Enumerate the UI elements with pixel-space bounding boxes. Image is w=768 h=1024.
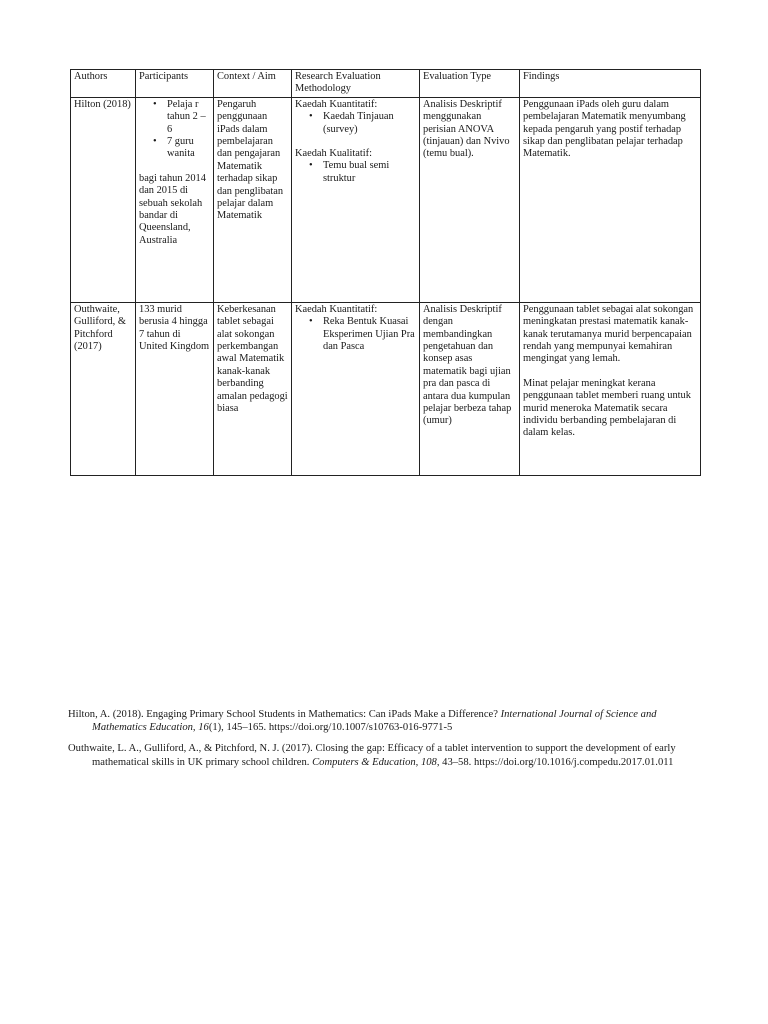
reference-hilton [68,708,708,734]
cell-evaluation-type: Analisis Deskriptif dengan membandingkan pengetahuan dan konsep asas matematik bagi ujian pra dan pasca di antara dua kumpulan pelajar berbeza tahap (umur) [420,302,520,475]
reference-text: Outhwaite, L. A., Gulliford, A., & Pitchford, N. J. (2017). Closing the gap: Efficacy of a tablet intervention to support the development of early mathematical skills in UK primary school children. [68,743,676,768]
list-item: • Reka Bentuk Kuasai Eksperimen Ujian Pra dan Pasca [323,316,416,353]
method-list [295,111,416,136]
reference-tail: , 43–58. https://doi.org/10.1016/j.compedu.2017.01.011 [436,756,674,768]
list-item: • Temu bual semi struktur [323,160,416,185]
reference-journal: International Journal of Science and Mathematics Education, 16 [92,709,657,734]
header-findings: Findings [520,70,701,98]
cell-findings [520,302,701,475]
table-row [71,97,701,302]
literature-review-table [70,69,701,476]
participants-note: 133 murid berusia 4 hingga 7 tahun di United Kingdom [139,303,210,353]
method-list [295,316,416,353]
method-heading: Kaedah Kuantitatif: [295,98,378,110]
method-list [295,160,416,185]
cell-methodology [292,97,420,302]
cell-participants [136,302,214,475]
finding-paragraph: Minat pelajar meningkat kerana penggunaan tablet memberi ruang untuk murid meneroka Matematik secara individu berbanding pembelajaran di dalam kelas. [523,377,691,439]
cell-findings [520,97,701,302]
table-header-row [71,70,701,98]
finding-paragraph: Penggunaan iPads oleh guru dalam pembelajaran Matematik menyumbang kepada pengaruh yang postif terhadap sikap dan penglibatan pelajar terhadap Matematik. [523,98,686,160]
reference-tail: (1), 145–165. https://doi.org/10.1007/s10763-016-9771-5 [208,722,453,734]
participants-note: bagi tahun 2014 dan 2015 di sebuah sekolah bandar di Queensland, Australia [139,172,206,246]
header-authors: Authors [71,70,136,98]
header-participants: Participants [136,70,214,98]
cell-authors: Outhwaite, Gulliford, & Pitchford (2017) [71,302,136,475]
list-item: • 7 guru wanita [167,136,210,161]
method-heading: Kaedah Kualitatif: [295,148,373,160]
reference-outhwaite [68,742,708,768]
table-row [71,302,701,475]
cell-participants [136,97,214,302]
participants-list [139,99,210,161]
reference-journal: Computers & Education, 108 [312,756,437,768]
header-context-aim: Context / Aim [214,70,292,98]
list-item: • Kaedah Tinjauan (survey) [323,111,416,136]
cell-authors: Hilton (2018) [71,97,136,302]
finding-paragraph: Penggunaan tablet sebagai alat sokongan meningkatan prestasi matematik kanak-kanak terutamanya murid berpencapaian rendah yang mempunyai kemahiran mengingat yang lemah. [523,303,694,365]
cell-context: Keberkesanan tablet sebagai alat sokongan perkembangan awal Matematik kanak-kanak berbanding amalan pedagogi biasa [214,302,292,475]
cell-context: Pengaruh penggunaan iPads dalam pembelajaran dan pengajaran Matematik terhadap sikap dan penglibatan pelajar dalam Matematik [214,97,292,302]
header-evaluation-type: Evaluation Type [420,70,520,98]
method-heading: Kaedah Kuantitatif: [295,303,378,315]
cell-methodology [292,302,420,475]
cell-evaluation-type: Analisis Deskriptif menggunakan perisian ANOVA (tinjauan) dan Nvivo (temu bual). [420,97,520,302]
reference-list [68,708,708,777]
header-methodology: Research Evaluation Methodology [292,70,420,98]
reference-text: Hilton, A. (2018). Engaging Primary School Students in Mathematics: Can iPads Make a Difference? [68,709,501,720]
list-item: • Pelaja r tahun 2 – 6 [167,99,210,136]
